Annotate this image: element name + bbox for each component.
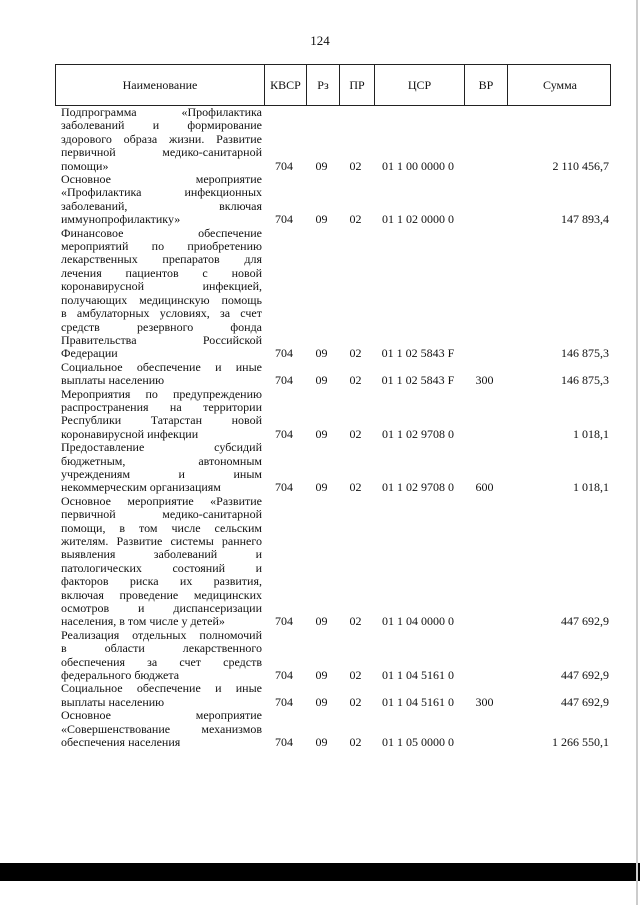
header-kvsr: КВСР <box>264 65 306 105</box>
row-name-line: Мероприятия по предупреждению <box>61 386 262 401</box>
row-name-line: Основное мероприятие <box>61 708 262 723</box>
cell-rz: 09 <box>315 735 328 750</box>
cell-rz: 09 <box>315 373 328 388</box>
row-name <box>55 106 263 173</box>
row-name-line: Предоставление субсидий <box>61 440 262 455</box>
cell-rz: 09 <box>315 212 328 227</box>
header-sum: Сумма <box>507 65 612 105</box>
cell-vr: 300 <box>475 373 494 388</box>
header-pr: ПР <box>339 65 374 105</box>
cell-vr: 300 <box>475 694 494 709</box>
scan-edge-line <box>636 0 638 905</box>
table-row <box>55 361 611 388</box>
cell-csr: 01 1 00 0000 0 <box>382 158 454 173</box>
row-name-line: некоммерческим организациям <box>61 480 221 495</box>
row-name <box>55 361 263 388</box>
budget-table <box>55 64 611 750</box>
cell-sum: 1 018,1 <box>573 480 609 495</box>
cell-sum: 147 893,4 <box>561 212 609 227</box>
cell-sum: 447 692,9 <box>561 668 609 683</box>
cell-pr: 02 <box>349 668 362 683</box>
row-name-line: Правительства Российской <box>61 332 262 347</box>
row-name <box>55 388 263 442</box>
cell-pr: 02 <box>349 426 362 441</box>
row-name-line: обеспечения населения <box>61 735 181 750</box>
row-name-line: коронавирусной инфекции <box>61 426 199 441</box>
row-name-line: лекарственных препаратов для <box>61 252 262 267</box>
cell-csr: 01 1 02 5843 F <box>381 373 455 388</box>
cell-rz: 09 <box>315 694 328 709</box>
row-name <box>55 227 263 361</box>
row-name <box>55 495 263 629</box>
cell-pr: 02 <box>349 694 362 709</box>
row-name-line: «Профилактика инфекционных <box>61 185 262 200</box>
row-name-line: в области лекарственного <box>61 641 262 656</box>
row-name-line: бюджетным, автономным <box>61 453 262 468</box>
cell-pr: 02 <box>349 735 362 750</box>
cell-rz: 09 <box>315 668 328 683</box>
row-name-line: в амбулаторных условиях, за счет <box>61 306 262 321</box>
row-name-line: жителям. Развитие системы раннего <box>61 534 262 548</box>
row-name-line: первичной медико-санитарной <box>61 145 262 160</box>
row-name-line: Республики Татарстан новой <box>61 413 262 428</box>
scan-border-bar <box>0 863 640 881</box>
row-name-line: распространения на территории <box>61 399 262 414</box>
cell-kvsr: 704 <box>275 212 293 227</box>
cell-kvsr: 704 <box>275 158 293 173</box>
row-name-line: коронавирусной инфекцией, <box>61 279 262 294</box>
row-name-line: Реализация отдельных полномочий <box>61 627 262 642</box>
table-row <box>55 441 611 495</box>
row-name-line: здорового образа жизни. Развитие <box>61 131 262 146</box>
row-name-line: заболеваний и формирование <box>61 118 262 133</box>
row-name <box>55 441 263 495</box>
header-csr: ЦСР <box>374 65 464 105</box>
cell-pr: 02 <box>349 158 362 173</box>
header-rz: Рз <box>306 65 339 105</box>
cell-kvsr: 704 <box>275 694 293 709</box>
row-name-line: населения, в том числе у детей» <box>61 614 225 629</box>
cell-sum: 1 266 550,1 <box>552 735 609 750</box>
row-name-line: выявления заболеваний и <box>61 547 262 562</box>
cell-csr: 01 1 02 9708 0 <box>382 480 454 495</box>
row-name-line: иммунопрофилактику» <box>61 212 181 227</box>
row-name-line: помощи, в том числе сельским <box>61 520 262 535</box>
row-name-line: средств резервного фонда <box>61 319 262 334</box>
row-name-line: Финансовое обеспечение <box>61 225 262 240</box>
cell-csr: 01 1 02 0000 0 <box>382 212 454 227</box>
cell-csr: 01 1 04 5161 0 <box>382 694 454 709</box>
row-name-line: обеспечения за счет средств <box>61 654 262 669</box>
row-name-line: Социальное обеспечение и иные <box>61 359 262 374</box>
table-row <box>55 227 611 361</box>
header-vr: ВР <box>464 65 507 105</box>
row-name-line: осмотров и диспансеризации <box>61 601 262 616</box>
cell-rz: 09 <box>315 346 328 361</box>
cell-kvsr: 704 <box>275 346 293 361</box>
cell-pr: 02 <box>349 346 362 361</box>
row-name-line: учреждениям и иным <box>61 466 262 481</box>
cell-pr: 02 <box>349 480 362 495</box>
table-row <box>55 106 611 173</box>
row-name <box>55 629 263 683</box>
cell-kvsr: 704 <box>275 614 293 629</box>
table-row <box>55 629 611 683</box>
cell-rz: 09 <box>315 426 328 441</box>
cell-kvsr: 704 <box>275 480 293 495</box>
table-header <box>55 64 611 106</box>
row-name-line: лечения пациентов с новой <box>61 265 262 280</box>
row-name-line: Подпрограмма «Профилактика <box>61 105 262 119</box>
row-name-line: выплаты населению <box>61 694 165 709</box>
row-name-line: патологических состояний и <box>61 560 262 575</box>
table-row <box>55 173 611 227</box>
cell-kvsr: 704 <box>275 735 293 750</box>
page-number: 124 <box>310 33 330 48</box>
table-row <box>55 709 611 749</box>
row-name-line: федерального бюджета <box>61 668 180 683</box>
row-name <box>55 709 263 749</box>
header-name: Наименование <box>122 77 198 92</box>
row-name-line: получающих медицинскую помощь <box>61 292 262 307</box>
row-name-line: Социальное обеспечение и иные <box>61 681 262 696</box>
cell-sum: 447 692,9 <box>561 614 609 629</box>
cell-csr: 01 1 02 9708 0 <box>382 426 454 441</box>
cell-pr: 02 <box>349 212 362 227</box>
cell-sum: 1 018,1 <box>573 426 609 441</box>
cell-rz: 09 <box>315 614 328 629</box>
row-name-line: помощи» <box>61 158 109 173</box>
table-body <box>55 106 611 750</box>
cell-sum: 146 875,3 <box>561 346 609 361</box>
row-name <box>55 682 263 709</box>
cell-kvsr: 704 <box>275 668 293 683</box>
row-name-line: Основное мероприятие <box>61 172 262 187</box>
cell-sum: 146 875,3 <box>561 373 609 388</box>
cell-sum: 2 110 456,7 <box>552 158 609 173</box>
row-name-line: выплаты населению <box>61 373 165 388</box>
cell-kvsr: 704 <box>275 373 293 388</box>
row-name-line: мероприятий по приобретению <box>61 239 262 254</box>
row-name-line: факторов риска их развития, <box>61 574 262 589</box>
cell-pr: 02 <box>349 614 362 629</box>
cell-csr: 01 1 04 0000 0 <box>382 614 454 629</box>
cell-csr: 01 1 04 5161 0 <box>382 668 454 683</box>
cell-csr: 01 1 05 0000 0 <box>382 735 454 750</box>
cell-rz: 09 <box>315 158 328 173</box>
table-row <box>55 388 611 442</box>
row-name-line: Федерации <box>61 346 118 361</box>
row-name-line: включая проведение медицинских <box>61 587 262 602</box>
cell-rz: 09 <box>315 480 328 495</box>
row-name-line: «Совершенствование механизмов <box>61 721 262 736</box>
cell-pr: 02 <box>349 373 362 388</box>
cell-sum: 447 692,9 <box>561 694 609 709</box>
row-name-line: первичной медико-санитарной <box>61 507 262 522</box>
table-row <box>55 682 611 709</box>
table-row <box>55 495 611 629</box>
row-name-line: Основное мероприятие «Развитие <box>61 493 262 508</box>
row-name-line: заболеваний, включая <box>61 198 262 213</box>
cell-csr: 01 1 02 5843 F <box>381 346 455 361</box>
cell-kvsr: 704 <box>275 426 293 441</box>
row-name <box>55 173 263 227</box>
cell-vr: 600 <box>475 480 494 495</box>
